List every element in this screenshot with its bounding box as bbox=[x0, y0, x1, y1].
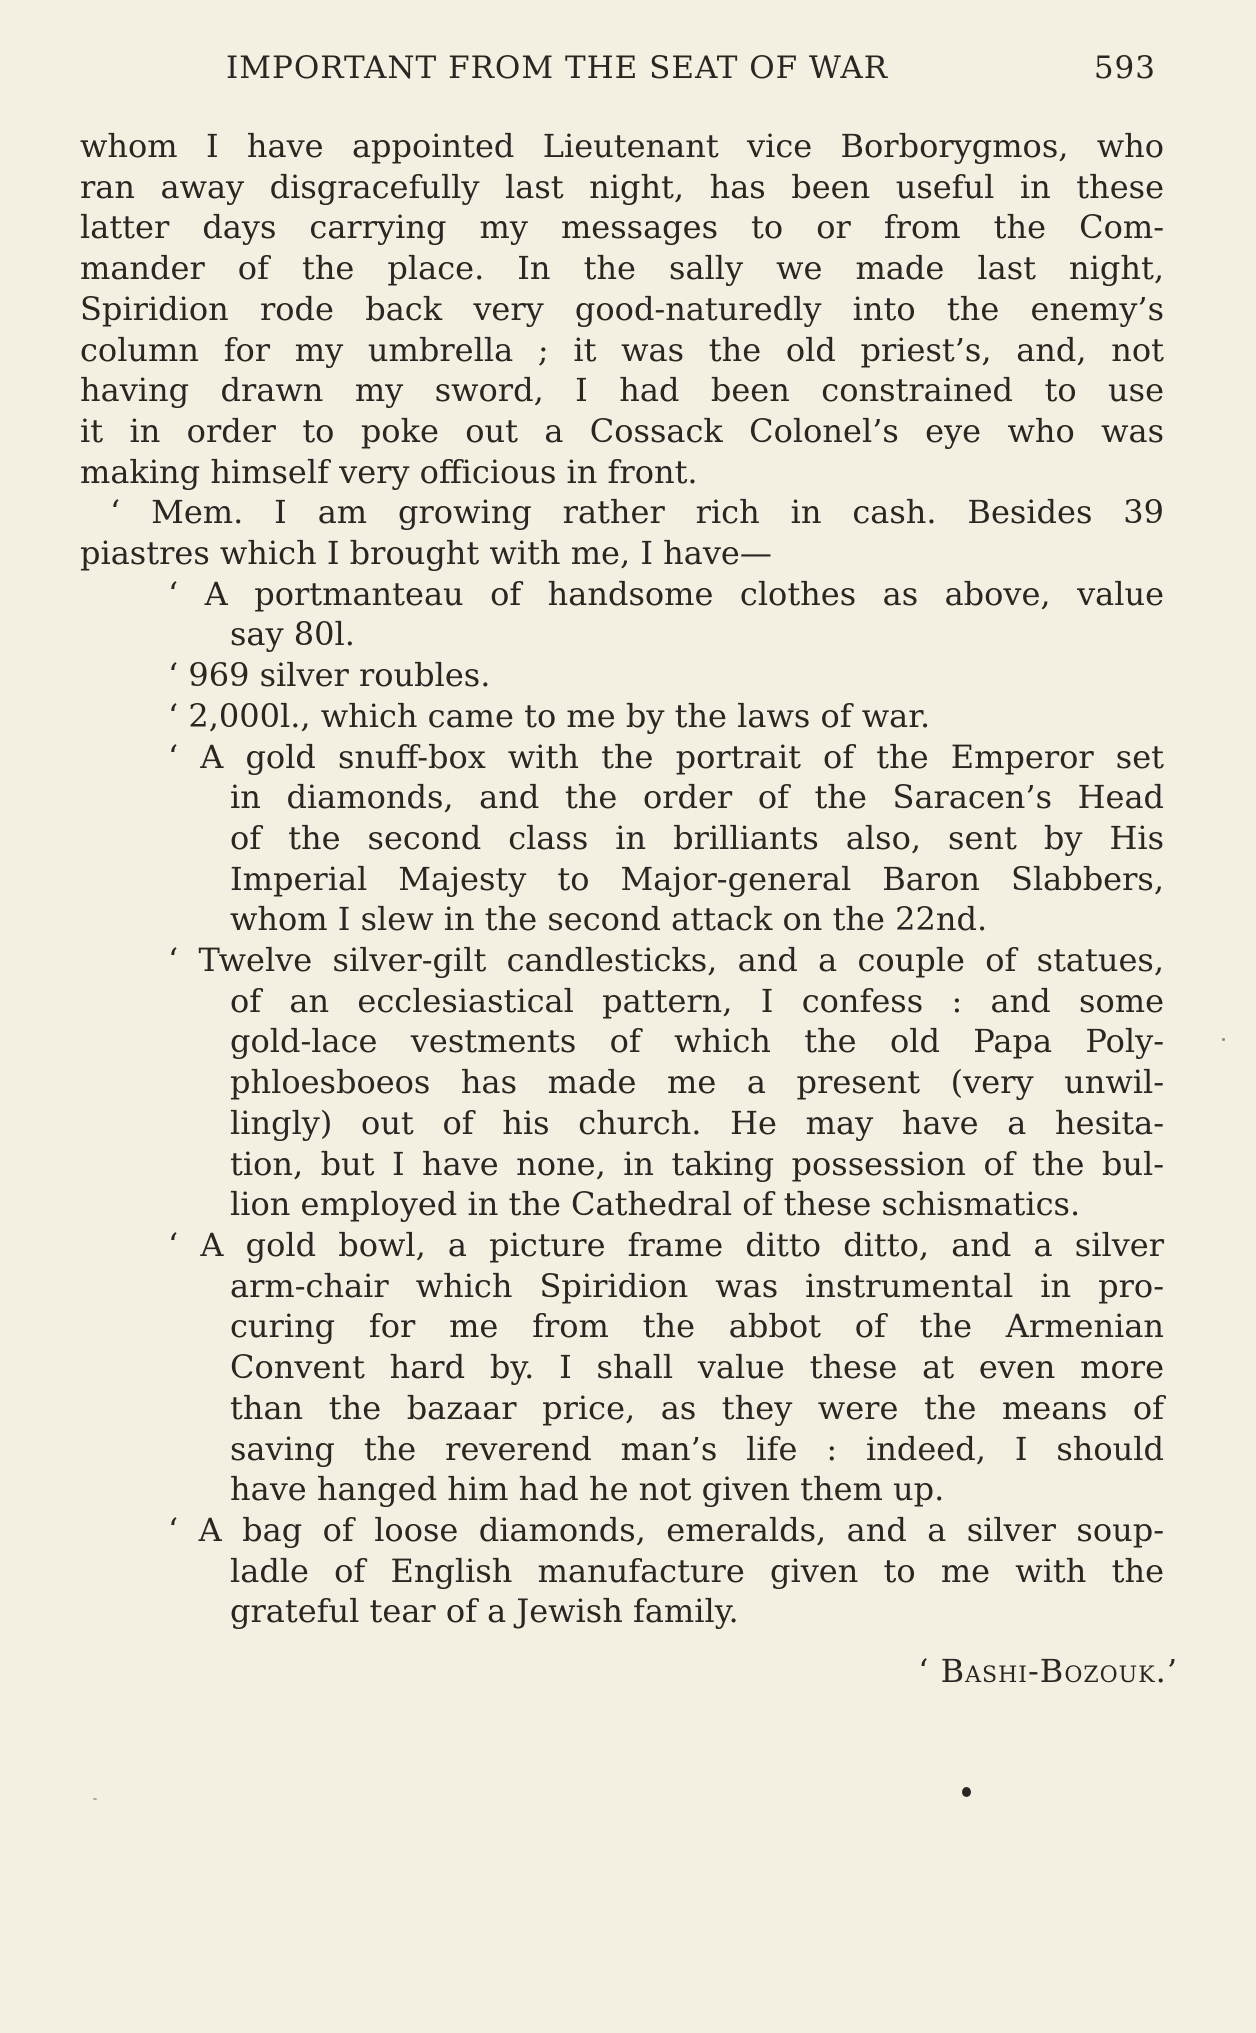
inventory-item bbox=[80, 1510, 1164, 1632]
text-line: column for my umbrella ; it was the old priest’s, and, not bbox=[80, 330, 1164, 369]
signature: ‘ Bashi-Bozouk.’ bbox=[918, 1652, 1178, 1690]
text-line: mander of the place. In the sally we made last night, bbox=[80, 249, 1164, 288]
text-line: phloesboeos has made me a present (very unwil- bbox=[230, 1063, 1164, 1102]
text-line: ‘ A portmanteau of handsome clothes as above, value bbox=[168, 574, 1164, 613]
text-line: say 80l. bbox=[230, 615, 355, 654]
page-number: 593 bbox=[1093, 50, 1156, 86]
main-text bbox=[80, 126, 1164, 1632]
text-line: lion employed in the Cathedral of these schismatics. bbox=[230, 1185, 1081, 1224]
text-line: ran away disgracefully last night, has been useful in these bbox=[80, 167, 1164, 206]
text-line: ladle of English manufacture given to me with the bbox=[230, 1551, 1164, 1590]
text-line: ‘ A bag of loose diamonds, emeralds, and a silver soup- bbox=[168, 1510, 1164, 1549]
text-line: Imperial Majesty to Major-general Baron Slabbers, bbox=[230, 859, 1164, 898]
text-line: piastres which I brought with me, I have— bbox=[80, 534, 772, 573]
text-line: lingly) out of his church. He may have a hesita- bbox=[230, 1103, 1164, 1142]
text-line: it in order to poke out a Cossack Colonel’s eye who was bbox=[80, 411, 1164, 450]
text-line: whom I have appointed Lieutenant vice Borborygmos, who bbox=[80, 127, 1164, 165]
ink-speck bbox=[1222, 1038, 1225, 1041]
text-line: curing for me from the abbot of the Armenian bbox=[230, 1307, 1164, 1346]
inventory-item bbox=[80, 940, 1164, 1225]
text-line: saving the reverend man’s life : indeed, I should bbox=[230, 1429, 1164, 1468]
text-line: ‘ 969 silver roubles. bbox=[168, 656, 491, 695]
text-line: gold-lace vestments of which the old Papa Poly- bbox=[230, 1022, 1164, 1061]
text-line: of an ecclesiastical pattern, I confess : and some bbox=[230, 981, 1164, 1020]
running-title: IMPORTANT FROM THE SEAT OF WAR bbox=[226, 50, 889, 86]
text-line: ‘ Mem. I am growing rather rich in cash. Besides 39 bbox=[110, 493, 1164, 532]
text-line: Spiridion rode back very good-naturedly into the enemy’s bbox=[80, 289, 1164, 328]
text-line: tion, but I have none, in taking possession of the bul- bbox=[230, 1144, 1164, 1183]
running-header bbox=[226, 50, 1156, 86]
inventory-item bbox=[80, 1225, 1164, 1510]
text-line: Convent hard by. I shall value these at even more bbox=[230, 1348, 1164, 1387]
ink-speck bbox=[93, 1798, 97, 1800]
text-line: arm-chair which Spiridion was instrumental in pro- bbox=[230, 1266, 1164, 1305]
text-line: in diamonds, and the order of the Saracen’s Head bbox=[230, 778, 1164, 817]
text-line: of the second class in brilliants also, sent by His bbox=[230, 818, 1164, 857]
text-line: grateful tear of a Jewish family. bbox=[230, 1592, 739, 1631]
paragraph-2 bbox=[80, 492, 1164, 573]
text-line: latter days carrying my messages to or from the Com- bbox=[80, 208, 1164, 247]
text-line: making himself very officious in front. bbox=[80, 452, 698, 491]
text-line: ‘ Twelve silver-gilt candlesticks, and a couple of statues, bbox=[168, 941, 1164, 980]
inventory-item bbox=[80, 655, 1164, 696]
text-line: ‘ 2,000l., which came to me by the laws of war. bbox=[168, 696, 931, 735]
ink-speck bbox=[962, 1787, 971, 1797]
text-line: having drawn my sword, I had been constrained to use bbox=[80, 371, 1164, 410]
text-line: whom I slew in the second attack on the 22nd. bbox=[230, 900, 988, 939]
paragraph-1 bbox=[80, 126, 1164, 492]
text-line: than the bazaar price, as they were the means of bbox=[230, 1388, 1164, 1427]
inventory-item bbox=[80, 696, 1164, 737]
text-line: ‘ A gold snuff-box with the portrait of the Emperor set bbox=[168, 737, 1164, 776]
text-line: have hanged him had he not given them up. bbox=[230, 1470, 945, 1509]
text-line: ‘ A gold bowl, a picture frame ditto ditto, and a silver bbox=[168, 1225, 1164, 1264]
inventory-item bbox=[80, 737, 1164, 941]
inventory-item bbox=[80, 574, 1164, 655]
